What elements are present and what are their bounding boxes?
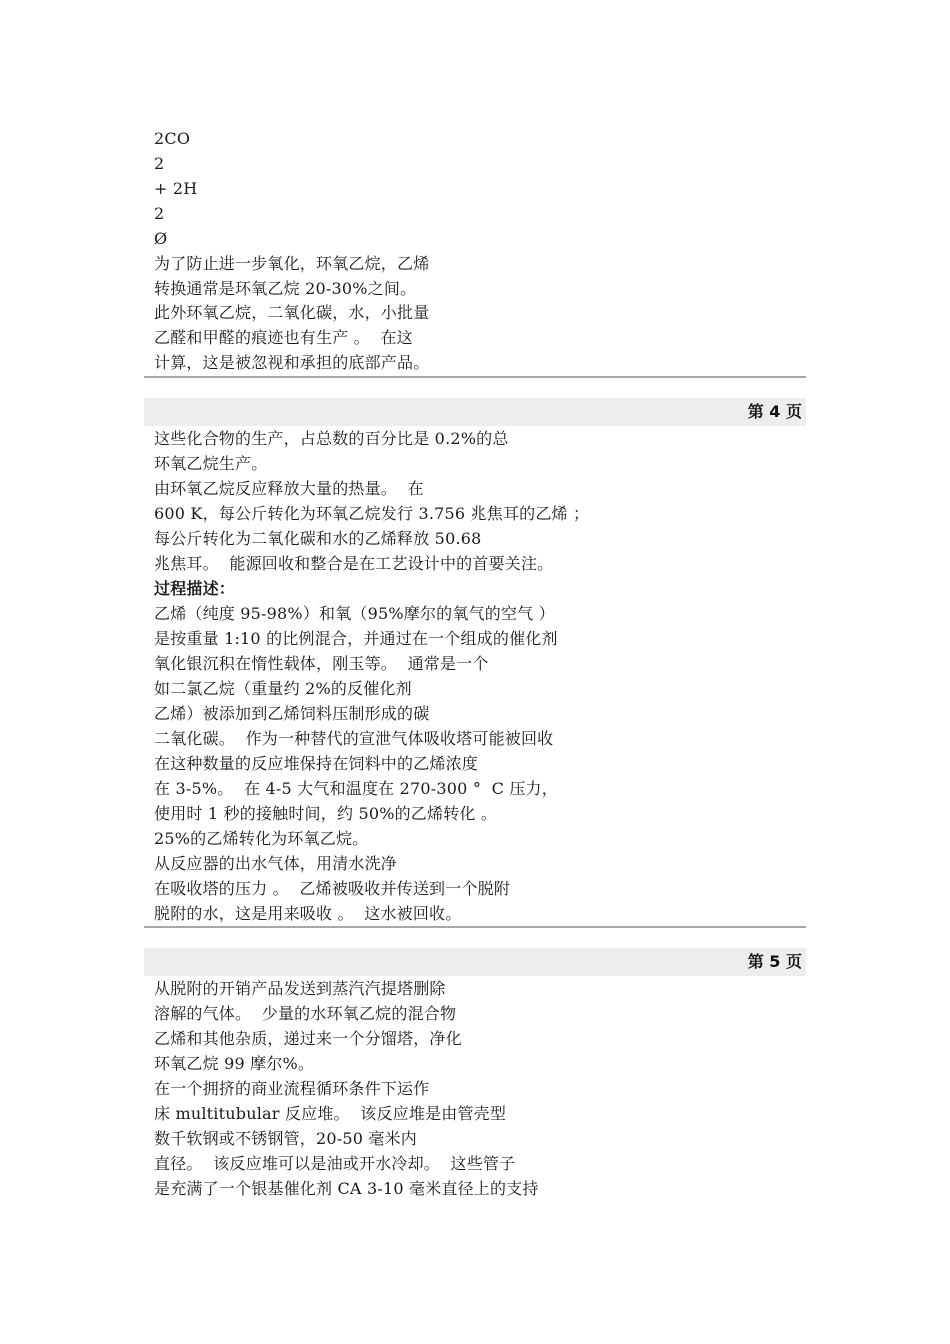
text-line: 是按重量 1:10 的比例混合，并通过在一个组成的催化剂 xyxy=(154,629,558,648)
text-line: 从脱附的开销产品发送到蒸汽汽提塔删除 xyxy=(154,979,446,998)
text-line: 数千软钢或不锈钢管，20-50 毫米内 xyxy=(154,1129,418,1148)
text-line: 二氧化碳。 作为一种替代的宣泄气体吸收塔可能被回收 xyxy=(154,729,554,748)
page-number-label: 第 5 页 xyxy=(747,952,802,971)
text-line: 在这种数量的反应堆保持在饲料中的乙烯浓度 xyxy=(154,754,479,773)
text-line: 600 K，每公斤转化为环氧乙烷发行 3.756 兆焦耳的乙烯 ； xyxy=(154,504,590,523)
text-line: 由环氧乙烷反应释放大量的热量。 在 xyxy=(154,479,424,498)
text-line: 计算，这是被忽视和承担的底部产品。 xyxy=(154,353,430,372)
text-line: 环氧乙烷生产。 xyxy=(154,454,268,473)
text-line: 此外环氧乙烷，二氧化碳，水，小批量 xyxy=(154,303,430,322)
text-line: 为了防止进一步氧化，环氧乙烷，乙烯 xyxy=(154,254,430,273)
text-line: 这些化合物的生产，占总数的百分比是 0.2%的总 xyxy=(154,429,509,448)
text-line: 乙醛和甲醛的痕迹也有生产 。 在这 xyxy=(154,328,413,347)
text-line: 如二氯乙烷（重量约 2%的反催化剂 xyxy=(154,679,412,698)
text-line: 氧化银沉积在惰性载体，刚玉等。 通常是一个 xyxy=(154,654,489,673)
text-line: 乙烯（纯度 95-98%）和氧（95%摩尔的氧气的空气 ） xyxy=(154,604,555,623)
text-line: 溶解的气体。 少量的水环氧乙烷的混合物 xyxy=(154,1004,457,1023)
text-line: 是充满了一个银基催化剂 CA 3-10 毫米直径上的支持 xyxy=(154,1179,539,1198)
text-line: 2 xyxy=(154,154,165,173)
text-line: 兆焦耳。 能源回收和整合是在工艺设计中的首要关注。 xyxy=(154,554,554,573)
page-number-label: 第 4 页 xyxy=(747,402,802,421)
text-line: 每公斤转化为二氧化碳和水的乙烯释放 50.68 xyxy=(154,529,482,548)
text-line: 转换通常是环氧乙烷 20-30%之间。 xyxy=(154,279,417,298)
text-line: 从反应器的出水气体，用清水洗净 xyxy=(154,854,398,873)
text-line: 直径。 该反应堆可以是油或开水冷却。 这些管子 xyxy=(154,1154,516,1173)
text-line: Ø xyxy=(154,229,168,248)
text-line: 2CO xyxy=(154,129,191,148)
page-header-bar xyxy=(144,398,806,426)
text-line: 乙烯和其他杂质，递过来一个分馏塔，净化 xyxy=(154,1029,462,1048)
text-line: 使用时 1 秒的接触时间，约 50%的乙烯转化 。 xyxy=(154,804,498,823)
page-divider xyxy=(144,376,806,378)
page-divider xyxy=(144,926,806,928)
text-line: 脱附的水，这是用来吸收 。 这水被回收。 xyxy=(154,904,462,923)
text-line: 在一个拥挤的商业流程循环条件下运作 xyxy=(154,1079,430,1098)
page-header-bar xyxy=(144,948,806,976)
text-line: 2 xyxy=(154,204,165,223)
text-line: 在 3-5%。 在 4-5 大气和温度在 270-300 ° C 压力， xyxy=(154,779,558,798)
text-line: 在吸收塔的压力 。 乙烯被吸收并传送到一个脱附 xyxy=(154,879,511,898)
text-line: 乙烯）被添加到乙烯饲料压制形成的碳 xyxy=(154,704,430,723)
text-line: 25%的乙烯转化为环氧乙烷。 xyxy=(154,829,369,848)
text-line: 环氧乙烷 99 摩尔%。 xyxy=(154,1054,315,1073)
text-line: + 2H xyxy=(154,179,198,198)
section-heading: 过程描述： xyxy=(154,579,236,598)
text-line: 床 multitubular 反应堆。 该反应堆是由管壳型 xyxy=(154,1104,507,1123)
